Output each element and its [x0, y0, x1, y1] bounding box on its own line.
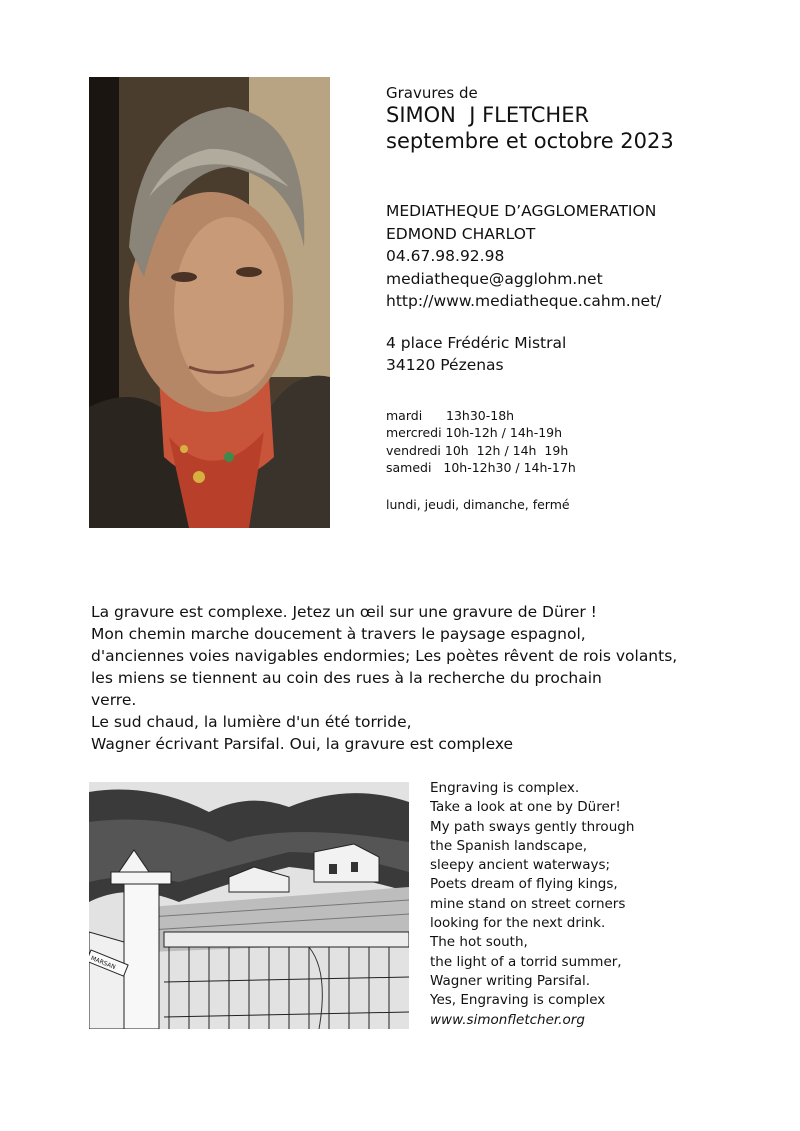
poem-line: The hot south, — [430, 934, 528, 951]
poem-line: verre. — [91, 691, 137, 709]
artist-website-link[interactable]: www.simonfletcher.org — [430, 1011, 585, 1028]
poem-french — [91, 601, 751, 755]
hours-line: vendredi 10h 12h / 14h 19h — [386, 442, 569, 458]
artist-name: SIMON J FLETCHER — [386, 103, 590, 127]
poem-line: d'anciennes voies navigables endormies; Les poètes rêvent de rois volants, — [91, 647, 678, 665]
phone-number: 04.67.98.92.98 — [386, 247, 505, 265]
poem-line: Wagner écrivant Parsifal. Oui, la gravure est complexe — [91, 735, 514, 753]
poem-line: the light of a torrid summer, — [430, 953, 622, 970]
etching-artwork-image — [89, 782, 409, 1029]
venue-name: MEDIATHEQUE D’AGGLOMERATION — [386, 202, 657, 220]
address-street: 4 place Frédéric Mistral — [386, 333, 567, 352]
hours-line: mercredi 10h-12h / 14h-19h — [386, 425, 563, 440]
hours-line: mardi 13h30-18h — [386, 407, 515, 423]
poem-line: Le sud chaud, la lumière d'un été torride, — [91, 713, 412, 731]
exhibition-dates: septembre et octobre 2023 — [386, 129, 674, 153]
poem-line: les miens se tiennent au coin des rues à la recherche du prochain — [91, 669, 602, 687]
poem-english — [430, 779, 770, 1030]
etching-sign-text: MARSAN — [89, 954, 117, 972]
pretitle: Gravures de — [386, 84, 478, 102]
poem-line: the Spanish landscape, — [430, 837, 588, 854]
poem-line: Engraving is complex. — [430, 780, 580, 796]
hours-line: samedi 10h-12h30 / 14h-17h — [386, 460, 576, 475]
website-url: http://www.mediatheque.cahm.net/ — [386, 292, 662, 310]
closed-days: lundi, jeudi, dimanche, fermé — [386, 496, 570, 512]
poem-line: Wagner writing Parsifal. — [430, 972, 591, 989]
poem-line: Yes, Engraving is complex — [430, 992, 606, 1009]
exhibition-info — [386, 84, 786, 513]
poem-line: My path sways gently through — [430, 818, 635, 835]
poem-line: Mon chemin marche doucement à travers le paysage espagnol, — [91, 625, 586, 643]
poem-line: sleepy ancient waterways; — [430, 857, 611, 874]
email-address: mediatheque@agglohm.net — [386, 269, 603, 288]
address-city: 34120 Pézenas — [386, 356, 504, 374]
poem-line: mine stand on street corners — [430, 895, 626, 912]
artist-portrait-photo — [89, 77, 330, 528]
poem-line: La gravure est complexe. Jetez un œil sur une gravure de Dürer ! — [91, 603, 597, 621]
poem-line: Take a look at one by Dürer! — [430, 799, 621, 816]
poem-line: Poets dream of flying kings, — [430, 876, 618, 893]
poem-line: looking for the next drink. — [430, 915, 606, 932]
venue-subname: EDMOND CHARLOT — [386, 224, 536, 243]
